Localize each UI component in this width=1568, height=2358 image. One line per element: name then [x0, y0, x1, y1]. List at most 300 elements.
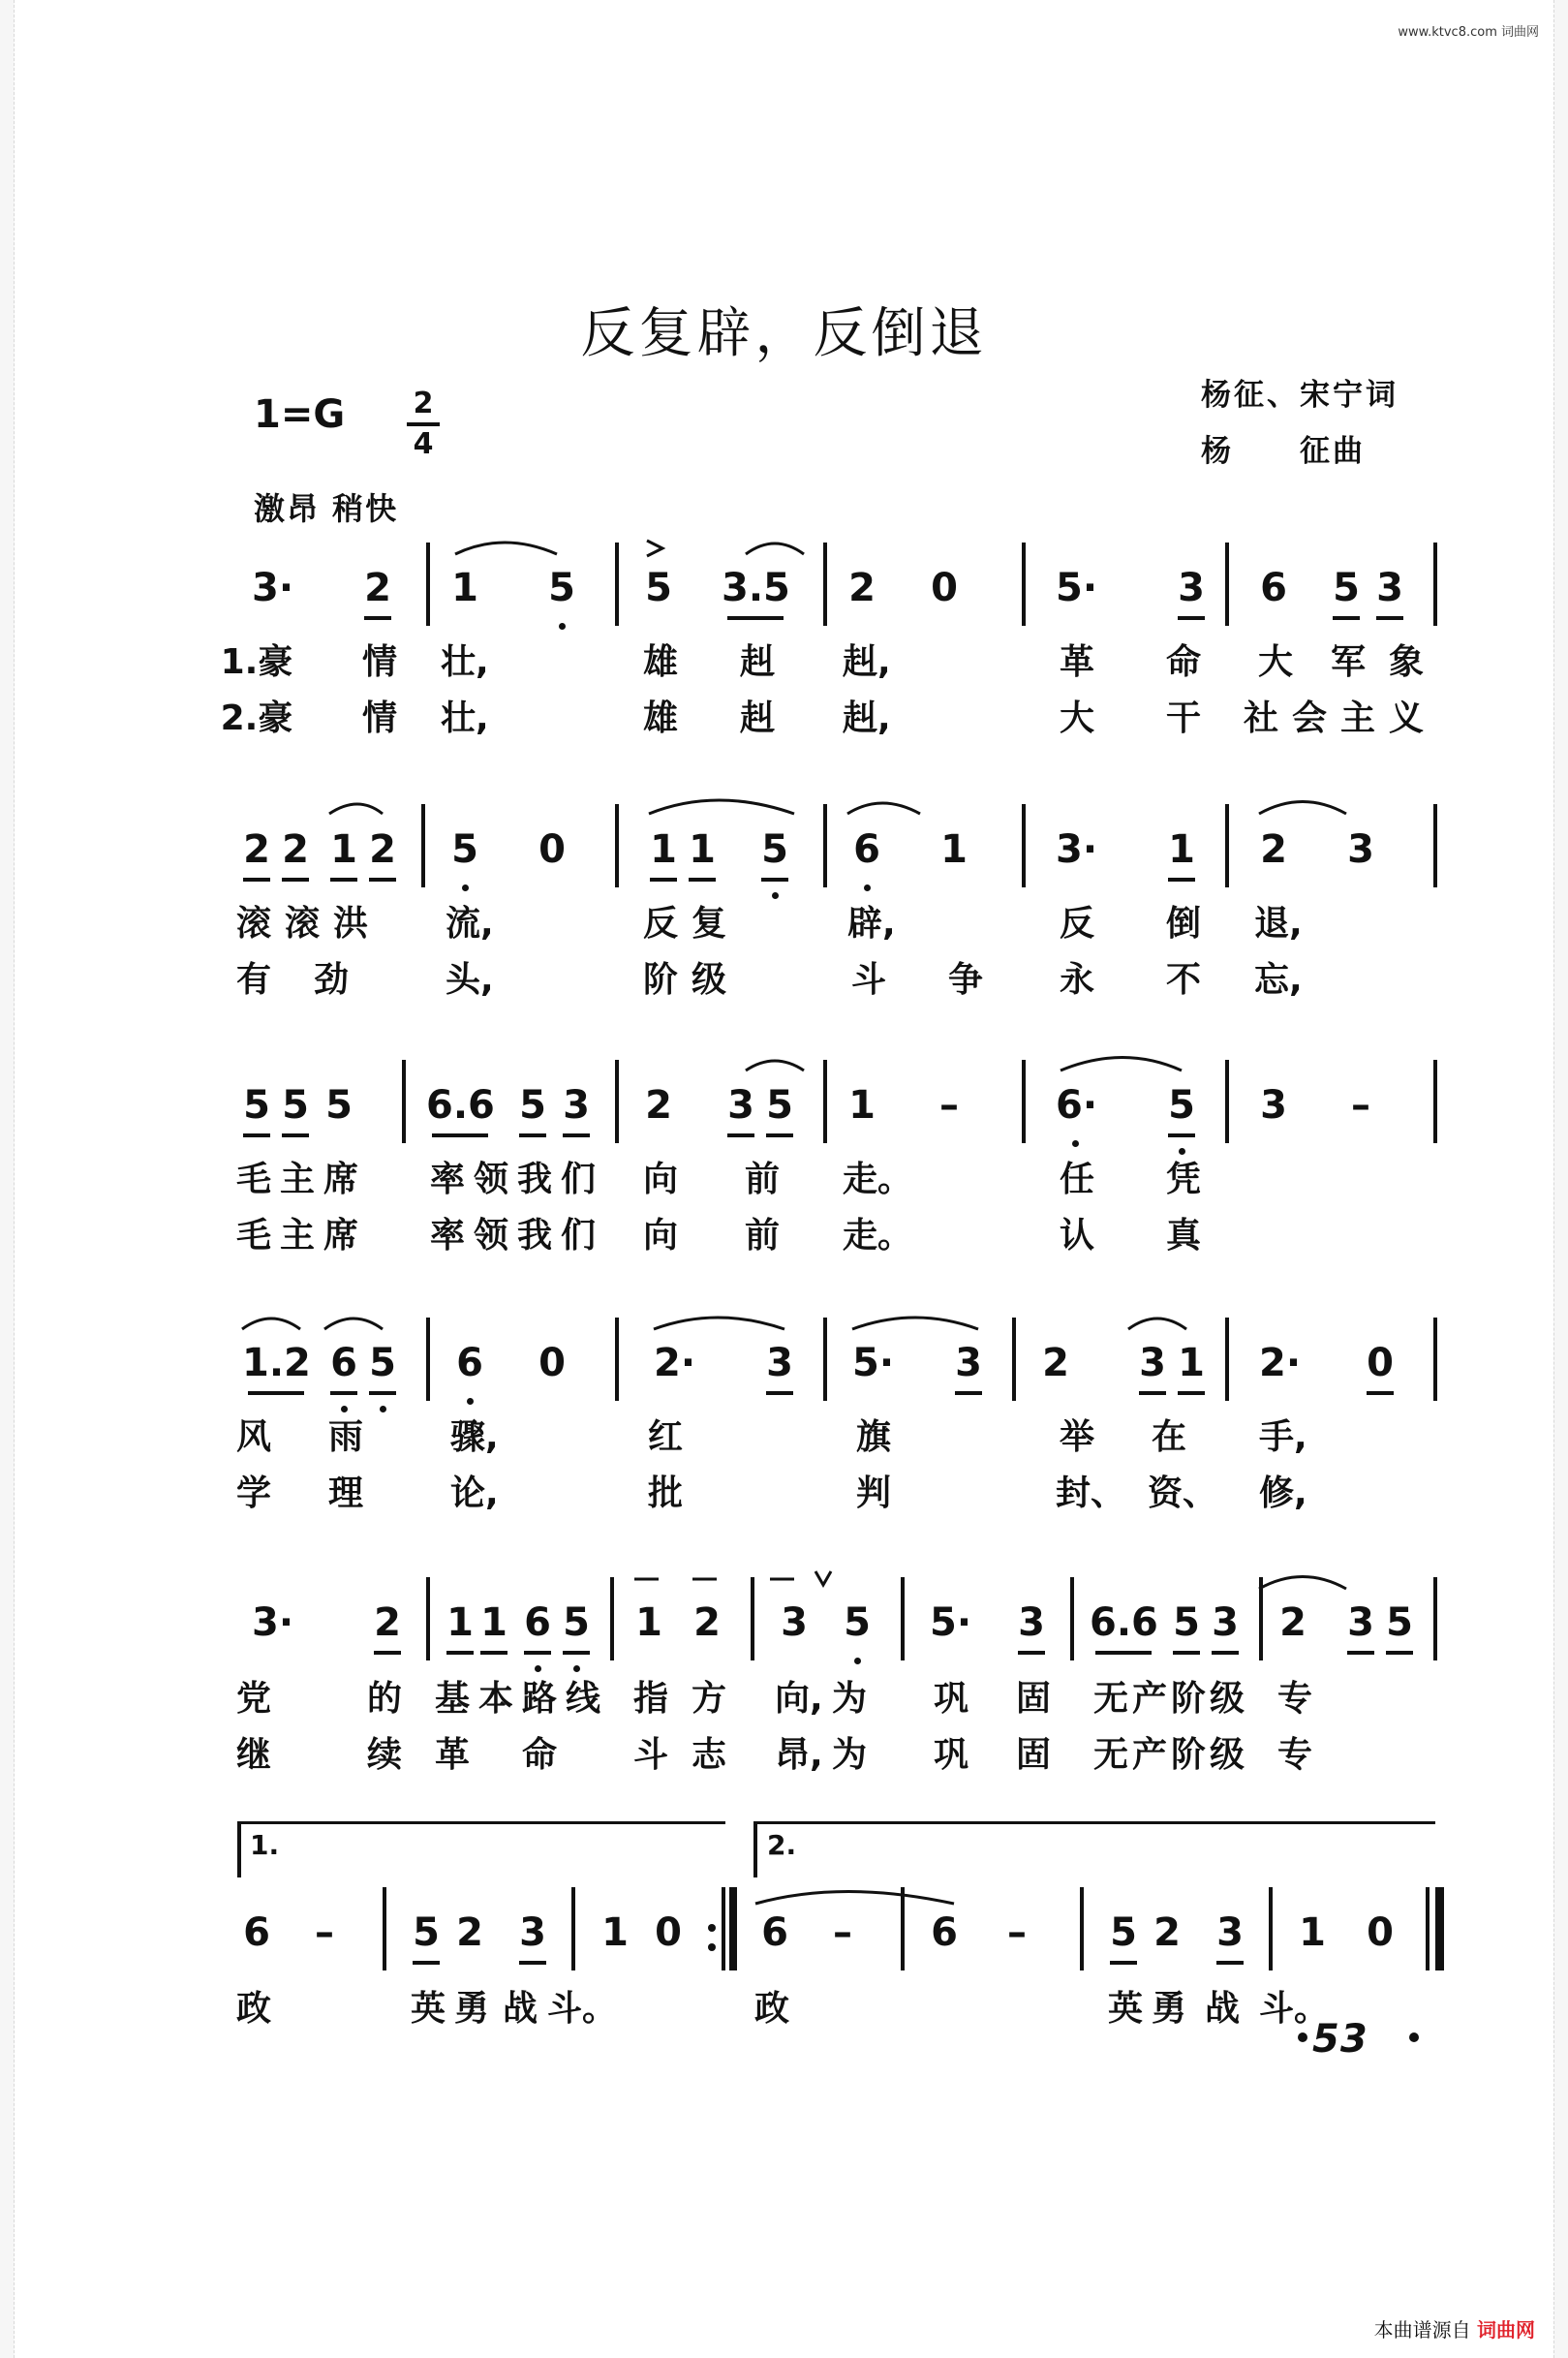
note: 5	[1167, 1598, 1206, 1647]
note: 6	[931, 1910, 958, 1955]
first-ending-bracket	[237, 1821, 725, 1877]
lyric: 劲	[313, 960, 349, 1000]
lyric: 凭	[1165, 1160, 1201, 1199]
lyric: 巩	[933, 1735, 968, 1775]
lyric-row-verse-1	[232, 901, 1443, 957]
lyric: 阶	[1170, 1735, 1206, 1775]
meter-bottom: 4	[413, 427, 434, 461]
lyric: 向	[642, 1216, 678, 1256]
lyric: 英	[1107, 1989, 1143, 2029]
notes-row	[232, 1595, 1443, 1662]
lyric: 复	[691, 904, 726, 944]
lyric: 主	[279, 1216, 315, 1256]
footer-brand-link[interactable]: 词曲网	[1477, 2318, 1535, 2342]
notes-row	[232, 1905, 1443, 1972]
note: 2	[358, 564, 397, 612]
lyric: 指	[632, 1679, 668, 1719]
note: 2	[456, 1910, 483, 1955]
meter-divider	[407, 422, 440, 426]
lyric: 战	[502, 1989, 538, 2029]
note: 2·	[654, 1341, 696, 1385]
lyric: 认	[1059, 1216, 1094, 1256]
lyric: 毛	[235, 1216, 271, 1256]
lyric: 任	[1059, 1160, 1094, 1199]
lyric: 骤,	[450, 1417, 499, 1457]
note: 3·	[1056, 827, 1098, 872]
note: 1	[940, 827, 968, 872]
lyric: 象	[1388, 642, 1424, 682]
lyric: 政	[235, 1989, 271, 2029]
slur	[455, 543, 557, 554]
bar-line	[823, 1060, 827, 1143]
second-ending-label: 2.	[767, 1829, 797, 1861]
time-signature	[407, 388, 440, 461]
note: 6.6	[426, 1083, 495, 1128]
note: 3	[1206, 1598, 1245, 1647]
lyric: 流,	[446, 904, 494, 944]
lyric: 资、	[1148, 1474, 1218, 1513]
lyric-row-verse-1	[220, 639, 1443, 696]
note: 5·	[852, 1341, 895, 1385]
note: 3	[781, 1600, 808, 1645]
lyric: 辟,	[847, 904, 896, 944]
note: –	[833, 1910, 852, 1955]
slur	[324, 1319, 383, 1329]
lyric: 社	[1243, 698, 1278, 738]
bar-line	[1225, 804, 1229, 887]
bar-line	[1080, 1887, 1084, 1970]
lyric: 干	[1165, 698, 1201, 738]
note: 2	[1153, 1910, 1181, 1955]
lyric: 斗	[632, 1735, 668, 1775]
page-number: 53	[1312, 2017, 1368, 2062]
lyric: 不	[1165, 960, 1201, 1000]
lyric: 修,	[1259, 1474, 1307, 1513]
note: 5	[237, 1081, 276, 1130]
lyric: 续	[366, 1735, 402, 1775]
bar-line	[421, 804, 425, 887]
note: 3.5	[722, 566, 790, 610]
note: –	[939, 1083, 959, 1128]
lyric: 会	[1291, 698, 1327, 738]
lyric: 真	[1165, 1216, 1201, 1256]
note: 3·	[252, 566, 294, 610]
staff-system-6	[232, 1905, 1443, 2042]
lyric: 我	[516, 1216, 552, 1256]
note: 1	[683, 825, 722, 874]
note: 1	[644, 825, 683, 874]
note: 6·	[1056, 1083, 1098, 1128]
note: 1	[601, 1910, 629, 1955]
note: 1.2	[242, 1341, 311, 1385]
lyric: 情	[361, 642, 397, 682]
bar-line	[751, 1577, 754, 1660]
bar-line	[1433, 1060, 1437, 1143]
note: 1	[1172, 1339, 1211, 1387]
bar-line	[426, 1577, 430, 1660]
lyric: 退,	[1254, 904, 1303, 944]
note: 3	[513, 1908, 552, 1957]
lyric: 主	[1339, 698, 1375, 738]
lyric: 英	[410, 1989, 446, 2029]
staff-system-4	[232, 1335, 1443, 1527]
lyric-row-verse-1	[232, 1157, 1443, 1213]
lyric: 反	[642, 904, 678, 944]
note: 2	[693, 1600, 721, 1645]
slur	[1259, 1577, 1346, 1590]
slur	[755, 1892, 954, 1905]
slur	[654, 1318, 784, 1329]
note: 3	[1347, 827, 1374, 872]
lyric: 为	[831, 1735, 867, 1775]
lyric: 倒	[1165, 904, 1201, 944]
note: 2	[848, 566, 876, 610]
lyric: 产	[1131, 1679, 1167, 1719]
lyric: 专	[1276, 1679, 1312, 1719]
note: 0	[538, 1341, 566, 1385]
slur	[746, 1061, 804, 1070]
note: 6	[761, 1910, 788, 1955]
staff-system-5	[232, 1595, 1443, 1788]
notes-row	[232, 560, 1443, 628]
slur	[242, 1319, 300, 1329]
note: 3	[949, 1339, 988, 1387]
bar-line	[901, 1577, 905, 1660]
note: 3	[1370, 564, 1409, 612]
note: 2	[645, 1083, 672, 1128]
notes-row	[232, 822, 1443, 889]
note: 6.6	[1090, 1600, 1158, 1645]
lyric: 走。	[843, 1216, 913, 1256]
bar-line	[402, 1060, 406, 1143]
lyric: 命	[1165, 642, 1201, 682]
note: 6	[518, 1598, 557, 1647]
lyric: 忘,	[1254, 960, 1303, 1000]
lyric: 继	[235, 1735, 271, 1775]
lyric: 义	[1388, 698, 1424, 738]
slur	[852, 1318, 978, 1329]
bar-line	[823, 804, 827, 887]
note: 5	[542, 564, 581, 612]
bar-line	[823, 1318, 827, 1401]
note: 5	[755, 825, 794, 874]
bar-line	[615, 804, 619, 887]
staff-system-2	[232, 822, 1443, 1013]
repeat-bar-line-thick	[729, 1887, 737, 1970]
note: 2	[368, 1598, 407, 1647]
lyric: 为	[831, 1679, 867, 1719]
bar-line	[1259, 1577, 1263, 1660]
note: 5	[276, 1081, 315, 1130]
lyric: 本	[477, 1679, 513, 1719]
note: 5·	[930, 1600, 972, 1645]
breath-mark	[815, 1571, 831, 1585]
lyric-row-verse-2	[220, 696, 1443, 752]
bar-line	[383, 1887, 386, 1970]
lyric: 志	[691, 1735, 726, 1775]
note: 5	[446, 825, 484, 874]
lyric: 在	[1151, 1417, 1186, 1457]
footer-prefix: 本曲谱源自	[1373, 2318, 1471, 2342]
lyric: 滚	[235, 904, 271, 944]
bar-line	[615, 1318, 619, 1401]
lyric: 勇	[1151, 1989, 1186, 2029]
note: 3	[1341, 1598, 1380, 1647]
slur	[847, 803, 920, 814]
note: 6	[847, 825, 886, 874]
lyric: 斗。	[547, 1989, 618, 2029]
bar-line	[901, 1887, 905, 1970]
lyric: 向,	[775, 1679, 823, 1719]
note: 2	[1260, 827, 1287, 872]
lyric: 勇	[453, 1989, 489, 2029]
notes-row	[232, 1335, 1443, 1403]
key-signature: 1=G	[254, 392, 346, 437]
bar-line	[1225, 1060, 1229, 1143]
lyric: 2.豪	[220, 698, 293, 738]
first-ending-label: 1.	[250, 1829, 280, 1861]
note: 5	[557, 1598, 596, 1647]
slur	[1128, 1319, 1186, 1329]
final-bar-line-thick	[1435, 1887, 1444, 1970]
note: 5·	[1056, 566, 1098, 610]
note: 3	[1012, 1598, 1051, 1647]
lyric: 巩	[933, 1679, 968, 1719]
lyric: 战	[1204, 1989, 1240, 2029]
note: –	[1351, 1083, 1370, 1128]
lyric: 头,	[446, 960, 494, 1000]
bar-line	[1433, 543, 1437, 626]
note: 0	[655, 1910, 682, 1955]
lyric: 级	[691, 960, 726, 1000]
lyric: 领	[473, 1160, 508, 1199]
lyric: 情	[361, 698, 397, 738]
note: 3	[1211, 1908, 1249, 1957]
note: 3	[1172, 564, 1211, 612]
lyric-row-verse-2	[232, 957, 1443, 1013]
lyric: 论,	[450, 1474, 499, 1513]
lyric: 阶	[1170, 1679, 1206, 1719]
lyric: 永	[1059, 960, 1094, 1000]
note: 3	[1260, 1083, 1287, 1128]
lyric: 领	[473, 1216, 508, 1256]
lyric: 们	[560, 1216, 596, 1256]
bar-line	[610, 1577, 614, 1660]
lyric: 无	[1092, 1735, 1128, 1775]
lyric: 路	[521, 1679, 557, 1719]
note: 1	[1299, 1910, 1326, 1955]
note: 1	[635, 1600, 662, 1645]
note: 5	[838, 1598, 876, 1647]
note: 5	[1380, 1598, 1419, 1647]
bar-line	[1022, 1060, 1026, 1143]
note: 1	[475, 1598, 513, 1647]
note: 6	[324, 1339, 363, 1387]
note: 5	[407, 1908, 446, 1957]
lyric: 毛	[235, 1160, 271, 1199]
lyric: 反	[1059, 904, 1094, 944]
lyric: 旗	[855, 1417, 891, 1457]
lyric: 走。	[843, 1160, 913, 1199]
lyric: 壮,	[441, 698, 489, 738]
note: 0	[1367, 1910, 1394, 1955]
lyric-row	[232, 1986, 1443, 2042]
bar-line	[615, 543, 619, 626]
lyric: 学	[235, 1474, 271, 1513]
lyric: 雄	[642, 642, 678, 682]
final-bar-line	[1426, 1887, 1430, 1970]
bar-line	[1225, 1318, 1229, 1401]
slur	[329, 804, 383, 814]
lyric: 有	[235, 960, 271, 1000]
lyric: 命	[521, 1735, 557, 1775]
lyric: 理	[327, 1474, 363, 1513]
note: 5	[760, 1081, 799, 1130]
lyric: 固	[1015, 1679, 1051, 1719]
note: 5	[1104, 1908, 1143, 1957]
lyric-row-verse-2	[232, 1471, 1443, 1527]
bar-line	[1433, 1577, 1437, 1660]
lyric: 基	[434, 1679, 470, 1719]
watermark: www.ktvc8.com 词曲网	[1398, 25, 1539, 40]
lyric: 斗。	[1259, 1989, 1330, 2029]
lyric: 线	[565, 1679, 600, 1719]
slur	[1259, 802, 1346, 815]
lyric: 党	[235, 1679, 271, 1719]
note: 0	[1361, 1339, 1399, 1387]
lyric: 昂,	[775, 1735, 823, 1775]
note: 6	[243, 1910, 270, 1955]
lyric: 举	[1059, 1417, 1094, 1457]
slur	[649, 800, 794, 814]
lyric: 红	[647, 1417, 683, 1457]
lyric: 前	[744, 1160, 780, 1199]
lyric: 阶	[642, 960, 678, 1000]
lyric: 的	[366, 1679, 402, 1719]
lyric: 争	[947, 960, 983, 1000]
lyric: 赳	[739, 642, 775, 682]
lyric: 产	[1131, 1735, 1167, 1775]
note: 0	[538, 827, 566, 872]
lyric: 洪	[332, 904, 368, 944]
lyric: 们	[560, 1160, 596, 1199]
lyric-row-verse-2	[232, 1732, 1443, 1788]
note: 6	[1260, 566, 1287, 610]
note: 1	[441, 1598, 479, 1647]
lyric: 率	[429, 1216, 465, 1256]
note: 5	[513, 1081, 552, 1130]
footer-source	[1374, 2314, 1535, 2342]
lyric-row-verse-1	[232, 1414, 1443, 1471]
lyric: 风	[235, 1417, 271, 1457]
lyric: 斗	[850, 960, 886, 1000]
composer-credit: 杨 征曲	[1201, 434, 1366, 469]
lyric: 手,	[1259, 1417, 1307, 1457]
note: 1	[324, 825, 363, 874]
meter-top: 2	[413, 387, 434, 420]
note: 3	[557, 1081, 596, 1130]
note: 3	[722, 1081, 760, 1130]
bar-line	[1012, 1318, 1016, 1401]
note: 3	[760, 1339, 799, 1387]
note: 1	[848, 1083, 876, 1128]
bar-line	[1433, 804, 1437, 887]
lyric: 主	[279, 1160, 315, 1199]
note: 6	[450, 1339, 489, 1387]
tempo-marking: 激昂 稍快	[254, 490, 399, 527]
bar-line	[1225, 543, 1229, 626]
bar-line	[1070, 1577, 1074, 1660]
note: 5	[645, 566, 672, 610]
note: 5	[1327, 564, 1366, 612]
note: 5	[363, 1339, 402, 1387]
bar-line	[426, 1318, 430, 1401]
staff-system-3	[232, 1077, 1443, 1269]
bar-line	[1269, 1887, 1273, 1970]
lyric: 级	[1209, 1679, 1245, 1719]
lyric: 雄	[642, 698, 678, 738]
lyric: 向	[642, 1160, 678, 1199]
lyric: 滚	[284, 904, 320, 944]
lyric: 固	[1015, 1735, 1051, 1775]
lyric: 席	[323, 1160, 358, 1199]
note: 2	[276, 825, 315, 874]
lyric: 方	[691, 1679, 726, 1719]
bar-line	[615, 1060, 619, 1143]
lyric: 大	[1257, 642, 1293, 682]
bar-line	[426, 543, 430, 626]
bar-line	[823, 543, 827, 626]
lyric: 赳,	[843, 698, 891, 738]
lyric: 1.豪	[220, 642, 293, 682]
note: –	[1007, 1910, 1027, 1955]
lyric-row-verse-2	[232, 1213, 1443, 1269]
slur	[746, 543, 804, 554]
note: 2	[237, 825, 276, 874]
note: 2	[1042, 1341, 1069, 1385]
note: 1	[451, 566, 478, 610]
second-ending-bracket	[753, 1821, 1435, 1877]
lyric: 赳	[739, 698, 775, 738]
lyric-row-verse-1	[232, 1676, 1443, 1732]
lyric: 革	[434, 1735, 470, 1775]
lyric: 革	[1059, 642, 1094, 682]
bar-line	[1022, 543, 1026, 626]
note: 2	[363, 825, 402, 874]
notes-row	[232, 1077, 1443, 1145]
lyric: 大	[1059, 698, 1094, 738]
note: 1	[1162, 825, 1201, 874]
note: 3	[1133, 1339, 1172, 1387]
slur	[1061, 1058, 1182, 1071]
bar-line	[571, 1887, 575, 1970]
repeat-bar-line	[722, 1887, 725, 1970]
lyric: 级	[1209, 1735, 1245, 1775]
lyric: 赳,	[843, 642, 891, 682]
lyric: 封、	[1056, 1474, 1126, 1513]
note: 3·	[252, 1600, 294, 1645]
lyric: 率	[429, 1160, 465, 1199]
staff-system-1	[220, 560, 1443, 752]
lyricist-credit: 杨征、宋宁词	[1201, 378, 1399, 413]
note: 5	[1162, 1081, 1201, 1130]
lyric: 席	[323, 1216, 358, 1256]
note: 2·	[1259, 1341, 1302, 1385]
note: 0	[931, 566, 958, 610]
lyric: 专	[1276, 1735, 1312, 1775]
lyric: 无	[1092, 1679, 1128, 1719]
bar-line	[1022, 804, 1026, 887]
